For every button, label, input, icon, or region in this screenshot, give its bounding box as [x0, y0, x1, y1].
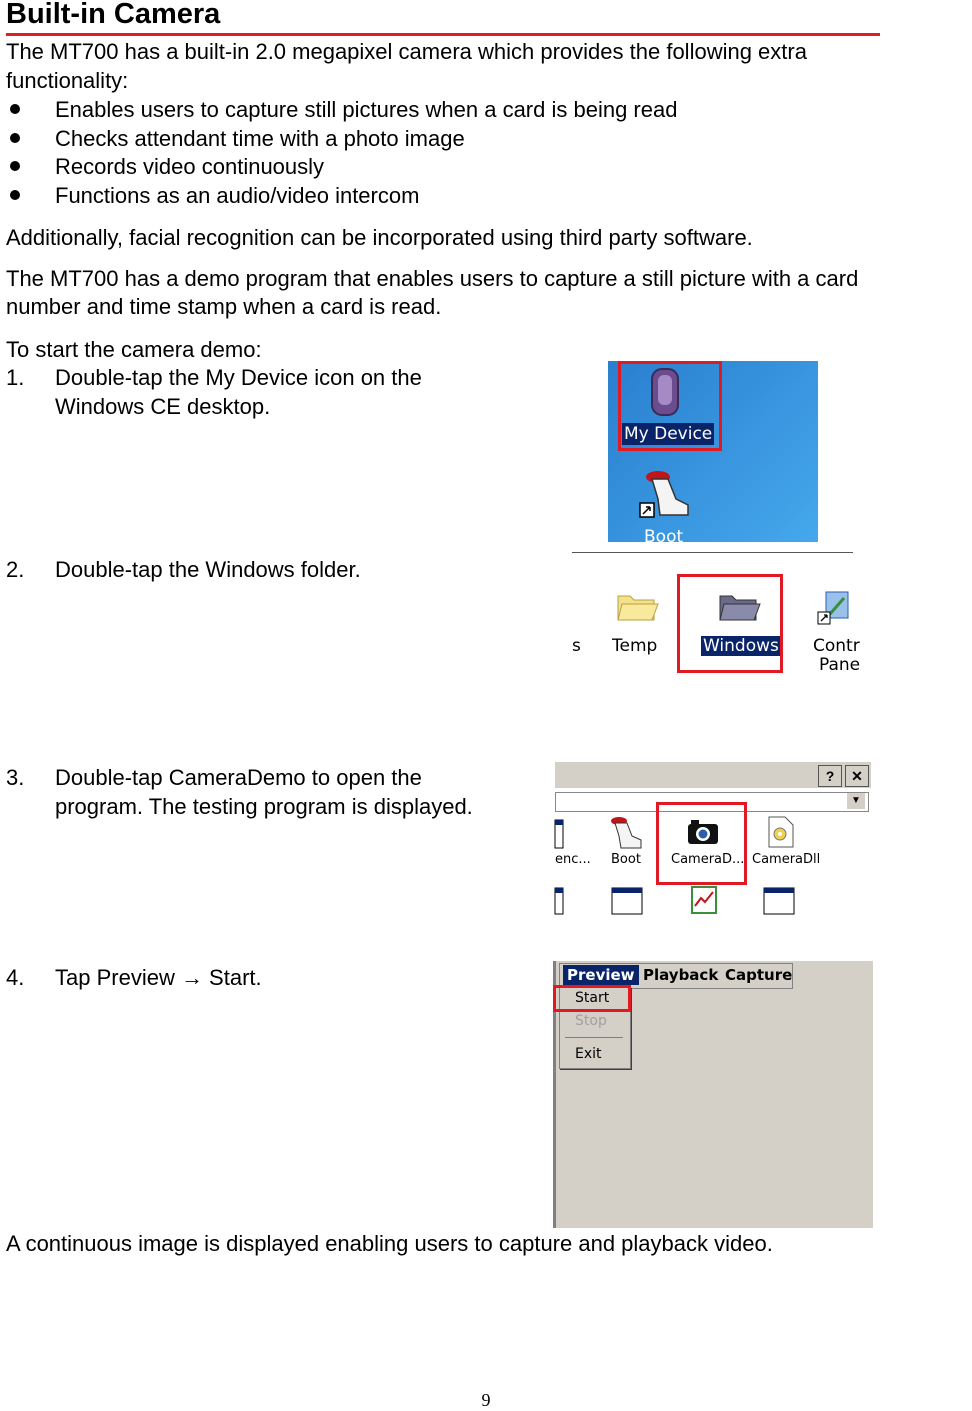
bullet-item: Records video continuously [55, 154, 325, 179]
bullet-dot [10, 161, 20, 171]
bullet-item: Checks attendant time with a photo image [55, 126, 465, 151]
step-text: Windows CE desktop. [55, 394, 271, 419]
highlight-box [618, 361, 722, 451]
desktop-screenshot [608, 361, 818, 547]
boot-icon[interactable] [607, 816, 643, 852]
chevron-down-icon[interactable]: ▼ [847, 793, 865, 809]
bullet-dot [10, 190, 20, 200]
partial-label: s [572, 636, 581, 656]
camera-dll-label[interactable]: CameraDll [752, 852, 821, 867]
windows-folder-screenshot [555, 762, 871, 913]
step-text: program. The testing program is displayed. [55, 794, 473, 819]
menu-separator [565, 1037, 623, 1038]
step-number: 2. [6, 557, 25, 582]
temp-folder-icon[interactable] [614, 588, 658, 624]
my-device-label[interactable]: My Device [624, 424, 713, 444]
dll-file-icon[interactable] [767, 816, 795, 848]
closing-paragraph: A continuous image is displayed enabling users to capture and playback video. [6, 1231, 773, 1256]
menu-item-stop[interactable]: Stop [575, 1013, 607, 1029]
bullet-item: Functions as an audio/video intercom [55, 183, 420, 208]
step-number: 4. [6, 965, 25, 990]
menu-item-exit[interactable]: Exit [575, 1046, 602, 1062]
camera-demo-screenshot [553, 961, 873, 1228]
highlight-box [656, 802, 747, 885]
bullet-item: Enables users to capture still pictures when a card is being read [55, 97, 678, 122]
intro-line-1: The MT700 has a built-in 2.0 megapixel camera which provides the following extra [6, 39, 807, 64]
highlight-box [677, 574, 783, 673]
window-icon[interactable] [555, 818, 565, 850]
demo-line-2: number and time stamp when a card is read. [6, 294, 442, 319]
menu-playback[interactable]: Playback [643, 966, 719, 984]
enc-label[interactable]: enc... [555, 852, 591, 867]
camera-demo-label[interactable]: CameraD... [671, 852, 745, 867]
step-text: Double-tap CameraDemo to open the [55, 765, 422, 790]
demo-line-1: The MT700 has a demo program that enables users to capture a still picture with a card [6, 266, 859, 291]
bullet-dot [10, 133, 20, 143]
to-start-heading: To start the camera demo: [6, 337, 262, 362]
step-text: Double-tap the My Device icon on the [55, 365, 422, 390]
close-button[interactable]: ✕ [845, 765, 869, 787]
control-panel-icon[interactable] [818, 590, 853, 630]
title-underline [6, 33, 880, 36]
control-panel-label-2[interactable]: Pane [819, 655, 861, 675]
step-number: 1. [6, 365, 25, 390]
explorer-screenshot [572, 552, 861, 713]
highlight-box [553, 985, 631, 1012]
control-panel-label-1[interactable]: Contr [813, 636, 860, 656]
boot-icon[interactable] [638, 469, 696, 524]
divider [572, 552, 853, 553]
window-icon[interactable] [611, 886, 643, 913]
help-button[interactable]: ? [818, 765, 842, 787]
boot-label[interactable]: Boot [644, 527, 684, 547]
menu-preview[interactable]: Preview [563, 965, 639, 985]
chart-app-icon[interactable] [689, 884, 719, 913]
page-number: 9 [481, 1390, 491, 1410]
additionally-paragraph: Additionally, facial recognition can be incorporated using third party software. [6, 225, 753, 250]
page-title: Built-in Camera [6, 0, 221, 30]
window-icon[interactable] [763, 886, 795, 913]
step-number: 3. [6, 765, 25, 790]
bullet-dot [10, 104, 20, 114]
intro-line-2: functionality: [6, 68, 129, 93]
window-icon[interactable] [555, 886, 565, 913]
menu-item-start[interactable]: Start [575, 990, 610, 1006]
boot-label[interactable]: Boot [611, 852, 641, 867]
windows-label[interactable]: Windows [703, 636, 779, 656]
menu-capture[interactable]: Capture [725, 966, 793, 984]
step-text: Double-tap the Windows folder. [55, 557, 361, 582]
temp-label[interactable]: Temp [612, 636, 658, 656]
step-text: Tap Preview → Start. [55, 965, 262, 990]
